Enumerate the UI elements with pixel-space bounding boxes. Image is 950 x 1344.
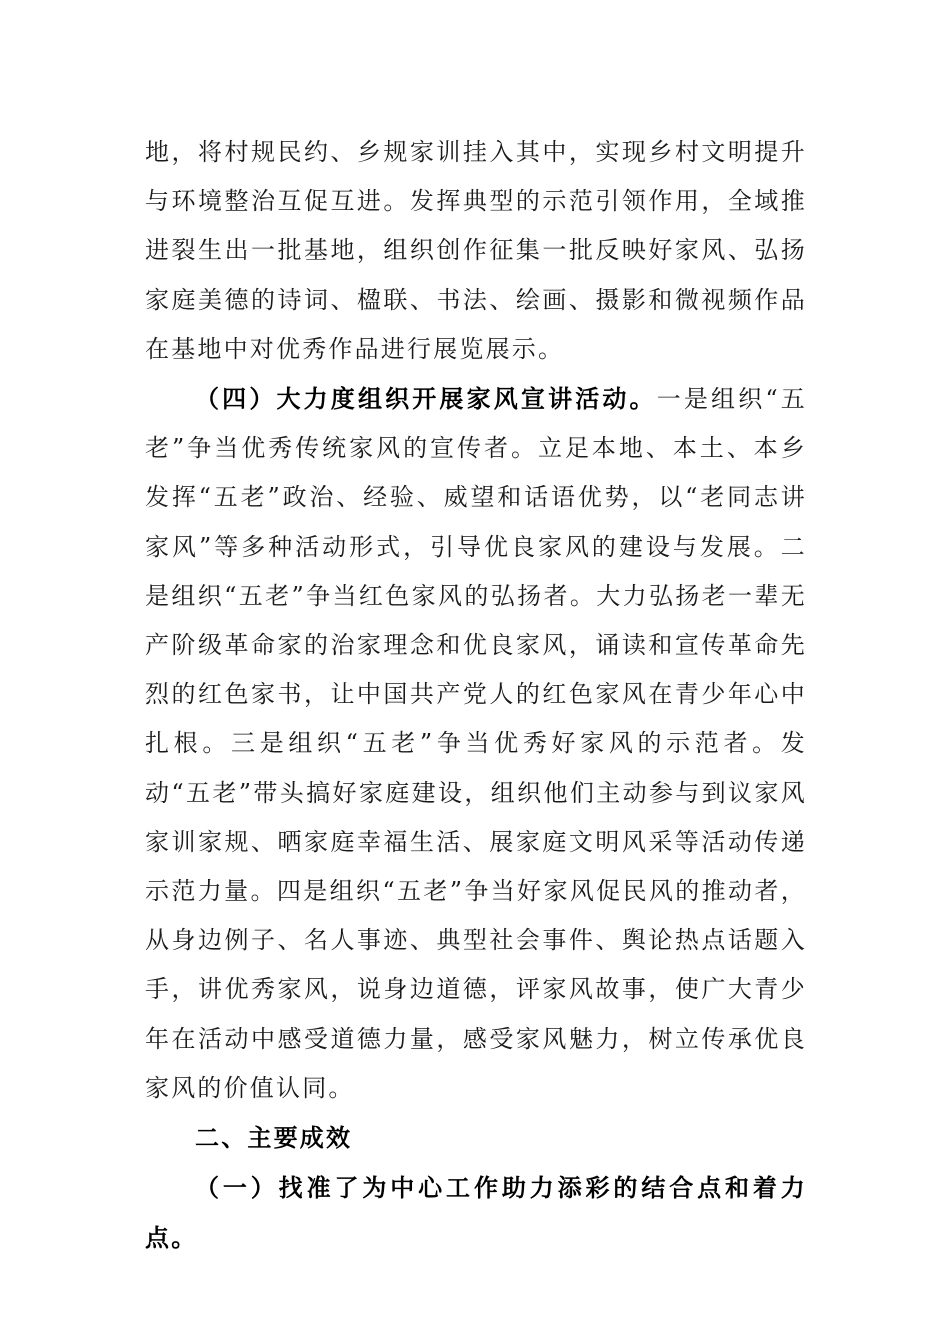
paragraph-text: 一是组织“五老”争当优秀传统家风的宣传者。立足本地、本土、本乡发挥“五老”政治、经验、威望和话语优势，以“老同志讲家风”等多种活动形式，引导优良家风的建设与发展。二是组织“五老”争当红色家风的弘扬者。大力弘扬老一辈无产阶级革命家的治家理念和优良家风，诵读和宣传革命先烈的红色家书，让中国共产党人的红色家风在青少年心中扎根。三是组织“五老”争当优秀好家风的示范者。发动“五老”带头搞好家庭建设，组织他们主动参与到议家风家训家规、晒家庭幸福生活、展家庭文明风采等活动传递示范力量。四是组织“五老”争当好家风促民风的推动者，从身边例子、名人事迹、典型社会事件、舆论热点话题入手，讲优秀家风，说身边道德，评家风故事，使广大青少年在活动中感受道德力量，感受家风魅力，树立传承优良家风的价值认同。 xyxy=(145,385,807,1102)
section-heading: （四）大力度组织开展家风宣讲活动。 xyxy=(195,384,657,414)
section-heading: 二、主要成效 xyxy=(195,1123,353,1153)
paragraph-section-four xyxy=(145,374,807,1113)
document-body xyxy=(145,128,807,1264)
paragraph-continuation xyxy=(145,128,807,374)
paragraph-text: 地，将村规民约、乡规家训挂入其中，实现乡村文明提升与环境整治互促互进。发挥典型的示范引领作用，全域推进裂生出一批基地，组织创作征集一批反映好家风、弘扬家庭美德的诗词、楹联、书法、绘画、摄影和微视频作品在基地中对优秀作品进行展览展示。 xyxy=(145,138,807,363)
subsection-heading: （一）找准了为中心工作助力添彩的结合点和着力点。 xyxy=(145,1173,807,1253)
subsection-title-one xyxy=(145,1163,807,1263)
section-title-main-results xyxy=(145,1113,807,1163)
